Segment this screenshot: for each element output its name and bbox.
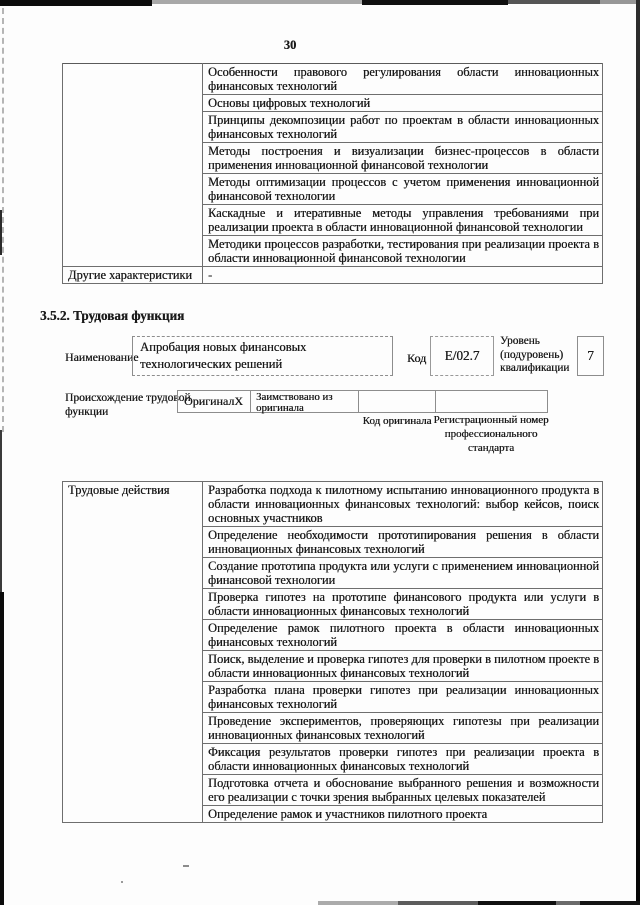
other-characteristics-label: Другие характеристики xyxy=(63,267,203,284)
action-item: Создание прототипа продукта или услуги с применением инновационной финансовой технологии xyxy=(203,558,603,589)
scan-speck xyxy=(183,865,189,867)
knowledge-item: Основы цифровых технологий xyxy=(203,95,603,112)
level-value-box: 7 xyxy=(577,336,604,376)
origin-label: Происхождение трудовой функции xyxy=(65,392,191,418)
function-name-box: Апробация новых финансовых технологических решений xyxy=(132,336,393,376)
origin-code-cell xyxy=(359,391,436,412)
knowledge-label-cell xyxy=(63,64,203,267)
action-item: Проведение экспериментов, проверяющих гипотезы при реализации инновационных финансовых технологий xyxy=(203,713,603,744)
origin-original-mark: X xyxy=(234,394,243,408)
scan-edge-left-line xyxy=(0,430,2,595)
origin-original-cell xyxy=(178,391,251,412)
action-item: Подготовка отчета и обоснование выбранного решения и возможности его реализации с точки зрения выбранных целевых показателей xyxy=(203,775,603,806)
action-item: Поиск, выделение и проверка гипотез для проверки в пилотном проекте в области инновационных финансовых технологий xyxy=(203,651,603,682)
origin-borrowed-cell: Заимствовано из оригинала xyxy=(251,391,359,412)
scan-edge-left-mark xyxy=(0,210,2,255)
function-code-box: Е/02.7 xyxy=(430,336,494,376)
action-item: Определение необходимости прототипирования решения в области инновационных финансовых технологий xyxy=(203,527,603,558)
action-item: Разработка подхода к пилотному испытанию инновационного продукта в области инновационных финансовых технологий: выбор кейсов, поиск основных участников xyxy=(203,482,603,527)
scan-edge-top-dark2 xyxy=(362,0,508,5)
origin-box xyxy=(177,390,548,413)
action-item: Фиксация результатов проверки гипотез при реализации проекта в области инновационных финансовых технологий xyxy=(203,744,603,775)
section-heading: 3.5.2. Трудовая функция xyxy=(40,308,185,323)
action-item: Определение рамок и участников пилотного проекта xyxy=(203,806,603,823)
knowledge-item: Методики процессов разработки, тестирования при реализации проекта в области инновационной финансовой технологии xyxy=(203,236,603,267)
other-characteristics-value: - xyxy=(203,267,603,284)
actions-table xyxy=(62,481,603,823)
origin-original-label: Оригинал xyxy=(184,394,235,408)
code-label: Код xyxy=(407,351,427,365)
origin-reg-caption: Регистрационный номер профессионального стандарта xyxy=(433,414,549,454)
scan-edge-top-dark xyxy=(0,0,152,6)
scan-edge-left-dotted xyxy=(2,8,4,432)
scan-edge-bottom xyxy=(318,901,640,905)
knowledge-table xyxy=(62,63,603,284)
page-number: 30 xyxy=(283,38,297,52)
name-label: Наименование xyxy=(65,350,139,364)
scan-edge-right xyxy=(636,0,640,905)
level-label: Уровень (подуровень) квалификации xyxy=(500,335,570,374)
scan-edge-left-bar xyxy=(0,592,4,905)
origin-code-caption: Код оригинала xyxy=(362,415,432,427)
knowledge-item: Принципы декомпозиции работ по проектам в области инновационных финансовых технологий xyxy=(203,112,603,143)
action-item: Определение рамок пилотного проекта в области инновационных финансовых технологий xyxy=(203,620,603,651)
scan-speck xyxy=(121,881,123,883)
action-item: Разработка плана проверки гипотез при реализации инновационных финансовых технологий xyxy=(203,682,603,713)
knowledge-item: Методы построения и визуализации бизнес-процессов в области применения инновационной финансовой технологии xyxy=(203,143,603,174)
knowledge-item: Методы оптимизации процессов с учетом применения инновационной финансовой технологии xyxy=(203,174,603,205)
knowledge-item: Каскадные и итеративные методы управления требованиями при реализации проекта в области инновационной финансовой технологии xyxy=(203,205,603,236)
actions-label-cell: Трудовые действия xyxy=(63,482,203,823)
knowledge-item: Особенности правового регулирования области инновационных финансовых технологий xyxy=(203,64,603,95)
origin-reg-cell xyxy=(436,391,547,412)
action-item: Проверка гипотез на прототипе финансового продукта или услуги в области инновационных финансовых технологий xyxy=(203,589,603,620)
